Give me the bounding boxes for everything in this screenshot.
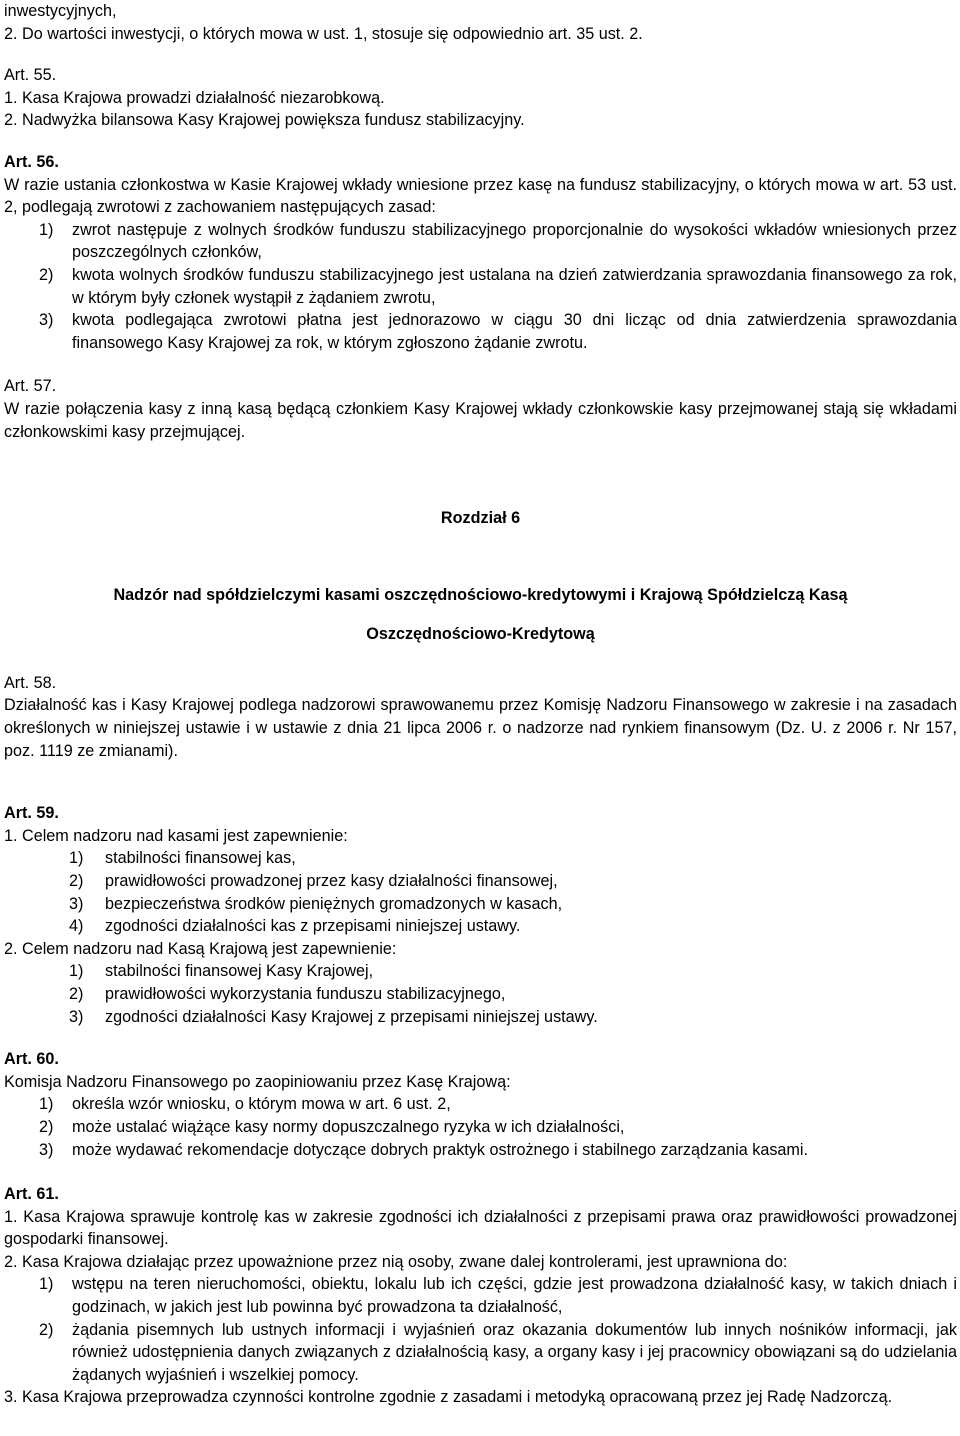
list-number: 2) bbox=[69, 871, 84, 890]
paragraph-art61-2: 2. Kasa Krajowa działając przez upoważnione przez nią osoby, zwane dalej kontrolerami, jest uprawniona do: bbox=[4, 1252, 788, 1271]
paragraph-art55-1: 1. Kasa Krajowa prowadzi działalność niezarobkową. bbox=[4, 88, 385, 107]
list-number: 1) bbox=[69, 849, 84, 868]
list-number: 1) bbox=[39, 1095, 54, 1114]
list-item bbox=[4, 983, 957, 1006]
list-item bbox=[4, 1093, 957, 1116]
list-number: 3) bbox=[69, 894, 84, 913]
list-item bbox=[4, 915, 957, 938]
list-text: bezpieczeństwa środków pieniężnych gromadzonych w kasach, bbox=[105, 894, 563, 913]
article-heading-61: Art. 61. bbox=[4, 1185, 59, 1204]
paragraph-art61-3: 3. Kasa Krajowa przeprowadza czynności kontrolne zgodnie z zasadami i metodyką opracowaną przez jej Radę Nadzorczą. bbox=[4, 1388, 893, 1407]
list-number: 2) bbox=[69, 984, 84, 1003]
article-heading-55: Art. 55. bbox=[4, 66, 57, 85]
article-heading-59: Art. 59. bbox=[4, 804, 59, 823]
list-number: 2) bbox=[39, 265, 54, 284]
article-heading-58: Art. 58. bbox=[4, 673, 57, 692]
list-item bbox=[4, 309, 957, 354]
list-text: prawidłowości wykorzystania funduszu stabilizacyjnego, bbox=[105, 984, 506, 1003]
paragraph-continuation: inwestycyjnych, bbox=[4, 2, 117, 20]
list-text: określa wzór wniosku, o którym mowa w art. 6 ust. 2, bbox=[72, 1095, 451, 1114]
list-text: może ustalać wiążące kasy normy dopuszczalnego ryzyka w ich działalności, bbox=[72, 1117, 625, 1136]
paragraph-art60-intro: Komisja Nadzoru Finansowego po zaopiniowaniu przez Kasę Krajową: bbox=[4, 1072, 511, 1091]
chapter-title-line2: Oszczędnościowo-Kredytową bbox=[366, 625, 595, 644]
list-number: 3) bbox=[39, 311, 54, 330]
list-text: kwota podlegająca zwrotowi płatna jest jednorazowo w ciągu 30 dni licząc od dnia zatwierdzenia sprawozdania finansowego Kasy Krajowej za rok, w którym zgłoszono żądanie zwrotu. bbox=[72, 311, 957, 352]
list-number: 1) bbox=[39, 1275, 54, 1294]
list-text: kwota wolnych środków funduszu stabilizacyjnego jest ustalana na dzień zatwierdzania sprawozdania finansowego za rok, w którym były członek wystąpił z żądaniem zwrotu, bbox=[72, 265, 957, 307]
list-text: prawidłowości prowadzonej przez kasy działalności finansowej, bbox=[105, 871, 558, 890]
paragraph-art56-intro: W razie ustania członkostwa w Kasie Krajowej wkłady wniesione przez kasę na fundusz stabilizacyjny, o których mowa w art. 53 ust. 2, podlegają zwrotowi z zachowaniem następujących zasad: bbox=[4, 175, 957, 217]
paragraph-art57: W razie połączenia kasy z inną kasą będącą członkiem Kasy Krajowej wkłady członkowskie kasy przejmowanej stają się wkładami członkowskimi kasy przejmującej. bbox=[4, 399, 957, 441]
list-item bbox=[4, 1139, 957, 1162]
list-item bbox=[4, 1273, 957, 1318]
list-item bbox=[4, 960, 957, 983]
document-page bbox=[4, 0, 957, 1409]
article-heading-57: Art. 57. bbox=[4, 377, 57, 396]
paragraph-art58: Działalność kas i Kasy Krajowej podlega nadzorowi sprawowanemu przez Komisję Nadzoru Finansowego w zakresie i na zasadach określonych w niniejszej ustawie i w ustawie z dnia 21 lipca 2006 r. o nadzorze nad rynkiem finansowym (Dz. U. z 2006 r. Nr 157, poz. 1119 ze zmianami). bbox=[4, 696, 957, 760]
list-number: 3) bbox=[69, 1007, 84, 1026]
list-number: 3) bbox=[39, 1140, 54, 1159]
list-text: zwrot następuje z wolnych środków funduszu stabilizacyjnego proporcjonalnie do wysokości wkładów wniesionych przez poszczególnych członków, bbox=[72, 220, 957, 262]
list-item bbox=[4, 847, 957, 870]
list-item bbox=[4, 219, 957, 264]
list-item bbox=[4, 870, 957, 893]
list-item bbox=[4, 264, 957, 309]
paragraph-art55-2: 2. Nadwyżka bilansowa Kasy Krajowej powiększa fundusz stabilizacyjny. bbox=[4, 111, 525, 130]
chapter-title-line1: Nadzór nad spółdzielczymi kasami oszczędnościowo-kredytowymi i Krajową Spółdzielczą Kasą bbox=[113, 586, 848, 605]
list-item bbox=[4, 893, 957, 916]
list-text: żądania pisemnych lub ustnych informacji i wyjaśnień oraz okazania dokumentów lub innych nośników informacji, jak również udostępnienia danych związanych z działalnością kasy, a organy kasy i jej pracownicy obowiązani są do udzielania żądanych wyjaśnień i wszelkiej pomocy. bbox=[72, 1320, 957, 1384]
list-text: stabilności finansowej Kasy Krajowej, bbox=[105, 962, 374, 981]
article-heading-56: Art. 56. bbox=[4, 152, 59, 171]
paragraph-art61-1: 1. Kasa Krajowa sprawuje kontrolę kas w zakresie zgodności ich działalności z przepisami prawa oraz prawidłowości prowadzonej gospodarki finansowej. bbox=[4, 1207, 957, 1249]
list-number: 2) bbox=[39, 1117, 54, 1136]
list-number: 1) bbox=[39, 220, 54, 239]
list-text: wstępu na teren nieruchomości, obiektu, lokalu lub ich części, gdzie jest prowadzona działalność kasy, w takich dniach i godzinach, w jakich jest lub powinna być prowadzona ta działalność, bbox=[72, 1275, 957, 1317]
list-text: może wydawać rekomendacje dotyczące dobrych praktyk ostrożnego i stabilnego zarządzania kasami. bbox=[72, 1140, 809, 1159]
paragraph-art59-2: 2. Celem nadzoru nad Kasą Krajową jest zapewnienie: bbox=[4, 939, 397, 958]
article-heading-60: Art. 60. bbox=[4, 1050, 59, 1069]
list-item bbox=[4, 1116, 957, 1139]
list-text: zgodności działalności Kasy Krajowej z przepisami niniejszej ustawy. bbox=[105, 1007, 598, 1026]
list-text: zgodności działalności kas z przepisami niniejszej ustawy. bbox=[105, 917, 521, 936]
list-number: 4) bbox=[69, 917, 84, 936]
chapter-number: Rozdział 6 bbox=[440, 509, 521, 528]
paragraph-art54-2: 2. Do wartości inwestycji, o których mowa w ust. 1, stosuje się odpowiednio art. 35 ust. 2. bbox=[4, 24, 643, 43]
list-number: 2) bbox=[39, 1320, 54, 1339]
paragraph-art59-1: 1. Celem nadzoru nad kasami jest zapewnienie: bbox=[4, 826, 348, 845]
list-number: 1) bbox=[69, 962, 84, 981]
list-item bbox=[4, 1006, 957, 1029]
list-text: stabilności finansowej kas, bbox=[105, 849, 296, 868]
list-item bbox=[4, 1319, 957, 1387]
